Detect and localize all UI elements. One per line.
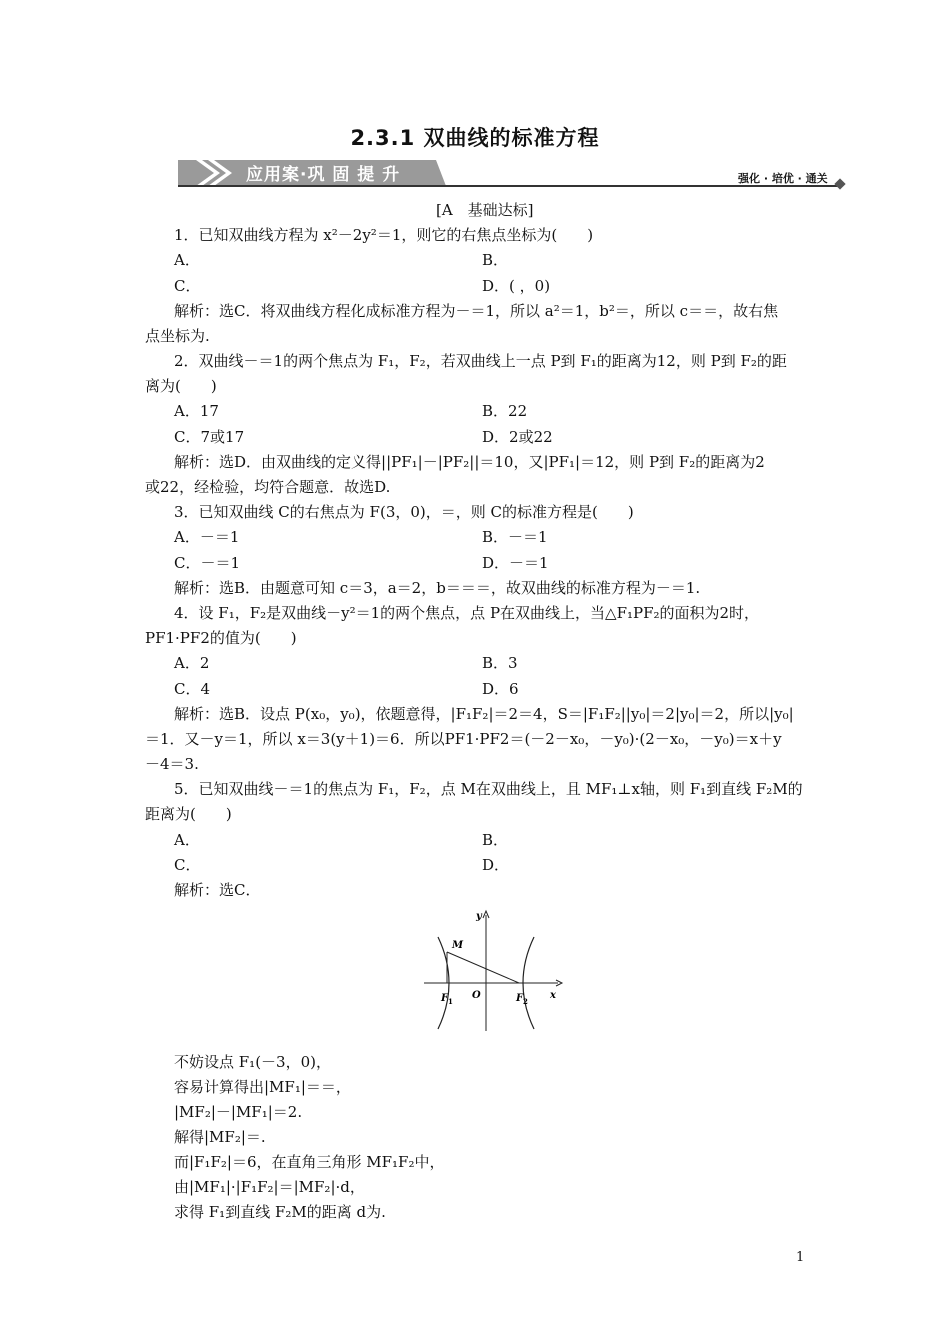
- point-label-f1-subscript: 1: [448, 997, 453, 1006]
- option: C．: [174, 277, 201, 295]
- option: C．: [174, 856, 201, 874]
- solution-line: 不妨设点 F₁(－3，0)，: [174, 1053, 331, 1071]
- solution-line: 由|MF₁|·|F₁F₂|＝|MF₂|·d，: [174, 1178, 365, 1196]
- solution-line: ＝1．又－y＝1，所以 x＝3(y＋1)＝6．所以PF1·PF2＝(－2－x₀，－y₀)·(2－x₀，－y₀)＝x＋y: [145, 730, 782, 748]
- option: B．3: [482, 654, 518, 672]
- point-label-f1: F: [441, 993, 449, 1004]
- origin-label: O: [472, 990, 481, 1001]
- option: D．( ，0): [482, 277, 551, 295]
- option: B．: [482, 831, 509, 849]
- solution-line: 解得|MF₂|＝.: [174, 1128, 266, 1146]
- page-number: 1: [796, 1250, 805, 1265]
- option: B．22: [482, 402, 528, 420]
- solution-line: 容易计算得出|MF₁|＝＝，: [174, 1078, 351, 1096]
- question-line: PF1·PF2的值为( ): [145, 629, 297, 647]
- option: D．－＝1: [482, 554, 549, 572]
- section-heading: [A 基础达标]: [436, 201, 534, 219]
- question-line: 2．双曲线－＝1的两个焦点为 F₁，F₂，若双曲线上一点 P到 F₁的距离为12，则 P到 F₂的距: [174, 352, 787, 370]
- option: A．2: [174, 654, 210, 672]
- solution-line: 解析：选D．由双曲线的定义得||PF₁|－|PF₂||＝10，又|PF₁|＝12，则 P到 F₂的距离为2: [174, 453, 765, 471]
- question-line: 离为( ): [145, 377, 217, 395]
- banner-label: 应用案·巩 固 提 升: [246, 165, 401, 185]
- option: A．: [174, 831, 200, 849]
- point-label-f2: F: [516, 993, 524, 1004]
- option: A．: [174, 251, 200, 269]
- solution-line: －4＝3.: [145, 755, 199, 773]
- option: C．－＝1: [174, 554, 241, 572]
- solution-line: 而|F₁F₂|＝6，在直角三角形 MF₁F₂中，: [174, 1153, 445, 1171]
- option: D．6: [482, 680, 519, 698]
- solution-line: 解析：选B．由题意可知 c＝3，a＝2，b＝＝＝，故双曲线的标准方程为－＝1.: [174, 579, 701, 597]
- banner-tagline: 强化 · 培优 · 通关: [738, 172, 828, 185]
- question-line: 1．已知双曲线方程为 x²－2y²＝1，则它的右焦点坐标为( ): [174, 226, 594, 244]
- solution-line: 点坐标为.: [145, 327, 210, 345]
- option: A．17: [174, 402, 219, 420]
- option: A．－＝1: [174, 528, 240, 546]
- option: D．: [482, 856, 510, 874]
- option: D．2或22: [482, 428, 553, 446]
- axis-label-x: x: [550, 990, 556, 1001]
- point-label-m: M: [452, 940, 464, 951]
- option: B．: [482, 251, 509, 269]
- option: B．－＝1: [482, 528, 548, 546]
- solution-line: 求得 F₁到直线 F₂M的距离 d为.: [174, 1203, 386, 1221]
- solution-line: 或22，经检验，均符合题意．故选D.: [145, 478, 391, 496]
- hyperbola-figure: [420, 905, 570, 1035]
- page-title: 2.3.1 双曲线的标准方程: [350, 126, 600, 150]
- solution-line: 解析：选C．将双曲线方程化成标准方程为－＝1，所以 a²＝1，b²＝，所以 c＝＝，故右焦: [174, 302, 779, 320]
- question-line: 5．已知双曲线－＝1的焦点为 F₁，F₂，点 M在双曲线上，且 MF₁⊥x轴，则 F₁到直线 F₂M的: [174, 780, 803, 798]
- axis-label-y: y: [476, 911, 482, 922]
- solution-line: 解析：选B．设点 P(x₀，y₀)，依题意得，|F₁F₂|＝2＝4，S＝|F₁F₂||y₀|＝2|y₀|＝2，所以|y₀|: [174, 705, 794, 723]
- question-line: 距离为( ): [145, 805, 232, 823]
- option: C．7或17: [174, 428, 245, 446]
- diamond-icon: [834, 178, 845, 189]
- solution-line: |MF₂|－|MF₁|＝2.: [174, 1103, 303, 1121]
- question-line: 3．已知双曲线 C的右焦点为 F(3，0)，＝，则 C的标准方程是( ): [174, 503, 634, 521]
- solution-line: 解析：选C．: [174, 881, 261, 899]
- option: C．4: [174, 680, 211, 698]
- question-line: 4．设 F₁，F₂是双曲线－y²＝1的两个焦点，点 P在双曲线上，当△F₁PF₂的面积为2时，: [174, 604, 760, 622]
- point-label-f2-subscript: 2: [523, 997, 528, 1006]
